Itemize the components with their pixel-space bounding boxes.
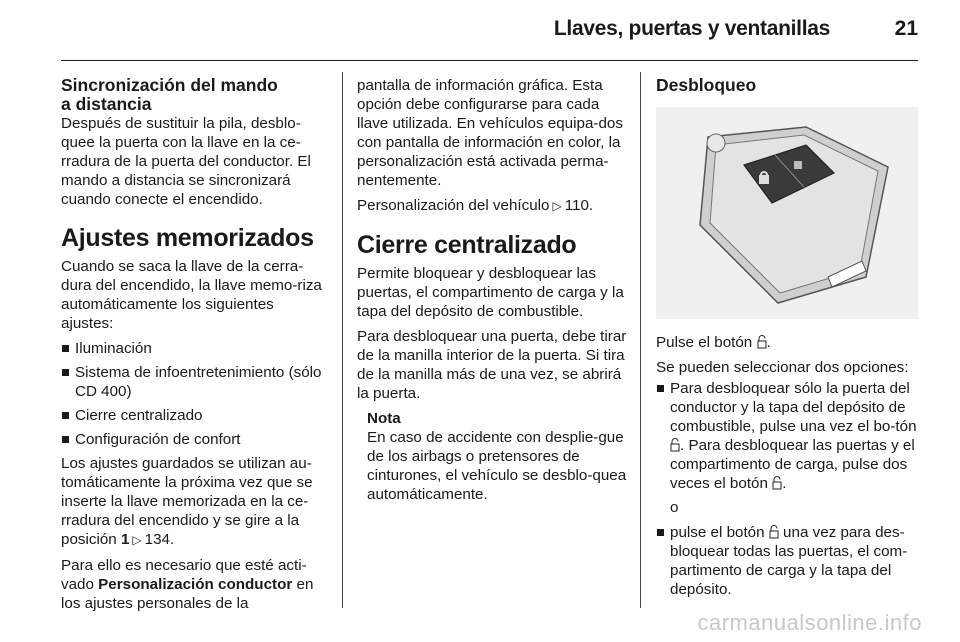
list-item-text: Iluminación xyxy=(75,340,152,357)
right-column xyxy=(656,76,922,604)
list-item-text: Sistema de infoentretenimiento (sólo CD 400) xyxy=(75,364,322,400)
central-paragraph-1: Permite bloquear y desbloquear las puertas, el compartimento de carga y la tapa del depósito de combustible. xyxy=(357,265,624,320)
list-item xyxy=(656,523,922,599)
note-box xyxy=(357,409,627,504)
instruction-text: Pulse el botón xyxy=(656,334,753,351)
bullet-icon xyxy=(62,345,69,352)
option-text: . xyxy=(782,475,787,492)
unlock-icon xyxy=(772,476,782,490)
memo-intro: Cuando se saca la llave de la cerra-dura del encendido, la llave memo-riza automáticamente los siguientes ajustes: xyxy=(61,258,322,332)
unlock-options-list-2 xyxy=(656,523,922,599)
continuation-paragraph: pantalla de información gráfica. Esta opción debe configurarse para cada llave utilizada. En vehículos equipa-dos con pantalla de información en color, la personalización está activada perma-nentemente. xyxy=(357,77,623,189)
page-number: 21 xyxy=(894,17,918,40)
option-text: una vez para des-bloquear todas las puertas, el com-partimento de carga y la tapa del depósito. xyxy=(670,524,908,598)
unlock-options-list xyxy=(656,379,922,493)
unlock-icon xyxy=(670,438,680,452)
list-item xyxy=(656,379,922,493)
list-item xyxy=(61,363,329,401)
page-header-title: Llaves, puertas y ventanillas xyxy=(553,17,830,40)
list-item xyxy=(61,430,329,449)
page-reference-arrow-icon: ▷ xyxy=(552,199,562,213)
reference-text: Personalización del vehículo xyxy=(357,197,550,214)
memo-list xyxy=(61,339,329,449)
page-reference[interactable]: 134. xyxy=(144,531,175,548)
sync-heading xyxy=(61,76,329,114)
options-intro: Se pueden seleccionar dos opciones: xyxy=(656,359,909,376)
middle-column xyxy=(357,76,627,504)
press-button-instruction xyxy=(656,333,922,352)
watermark: carmanualsonline.info xyxy=(697,610,922,635)
option-text: . Para desbloquear las puertas y el compartimento de carga, pulse dos veces el botón xyxy=(670,437,915,492)
menu-name: Personalización conductor xyxy=(98,576,293,593)
list-item-text: Configuración de confort xyxy=(75,431,241,448)
list-item xyxy=(61,406,329,425)
remote-key-image xyxy=(656,107,918,319)
unlock-icon xyxy=(769,525,779,539)
unlock-icon xyxy=(757,335,767,349)
option-text: pulse el botón xyxy=(670,524,765,541)
memo-text: Los ajustes guardados se utilizan au-tomáticamente la próxima vez que se inserte la llave memorizada en la ce-rradura del encendido y se gire a la posición xyxy=(61,455,313,548)
note-title: Nota xyxy=(367,410,401,427)
instruction-text: . xyxy=(766,334,771,351)
unlock-heading: Desbloqueo xyxy=(656,75,757,95)
list-item xyxy=(61,339,329,358)
bullet-icon xyxy=(657,385,664,392)
ignition-position: 1 xyxy=(120,531,130,548)
option-text: Para desbloquear sólo la puerta del conductor y la tapa del depósito de combustible, pulse una vez el bo-tón xyxy=(670,380,917,435)
sync-paragraph: Después de sustituir la pila, desblo-quee la puerta con la llave en la ce-rradura de la puerta del conductor. El mando a distancia se sincronizará cuando conecte el encendido. xyxy=(61,115,311,208)
memo-text: Para ello es necesario que esté acti-vado xyxy=(61,557,307,593)
memo-text: en los ajustes personales de la xyxy=(61,576,314,612)
column-divider-1 xyxy=(342,72,343,608)
memo-heading: Ajustes memorizados xyxy=(61,224,314,252)
memo-paragraph-2 xyxy=(61,556,329,613)
left-column xyxy=(61,76,329,619)
bullet-icon xyxy=(657,529,664,536)
header-rule xyxy=(61,60,918,61)
bullet-icon xyxy=(62,369,69,376)
sync-heading-line-2: a distancia xyxy=(61,94,152,114)
page-reference-arrow-icon: ▷ xyxy=(132,533,142,547)
page-reference[interactable]: 110. xyxy=(564,197,594,214)
central-locking-heading: Cierre centralizado xyxy=(357,231,577,259)
memo-paragraph-1 xyxy=(61,454,329,550)
key-fob-illustration xyxy=(656,107,918,319)
bullet-icon xyxy=(62,412,69,419)
list-item-text: Cierre centralizado xyxy=(75,407,203,424)
bullet-icon xyxy=(62,436,69,443)
sync-heading-line-1: Sincronización del mando xyxy=(61,75,278,95)
note-text: En caso de accidente con desplie-gue de los airbags o pretensores de cinturones, el vehículo se desblo-quea automáticamente. xyxy=(367,429,627,503)
personalization-reference xyxy=(357,196,627,216)
central-paragraph-2: Para desbloquear una puerta, debe tirar de la manilla interior de la puerta. Si tira de la manilla más de una vez, se abrirá la puerta. xyxy=(357,328,627,402)
column-divider-2 xyxy=(640,72,641,608)
or-separator: o xyxy=(670,499,679,516)
